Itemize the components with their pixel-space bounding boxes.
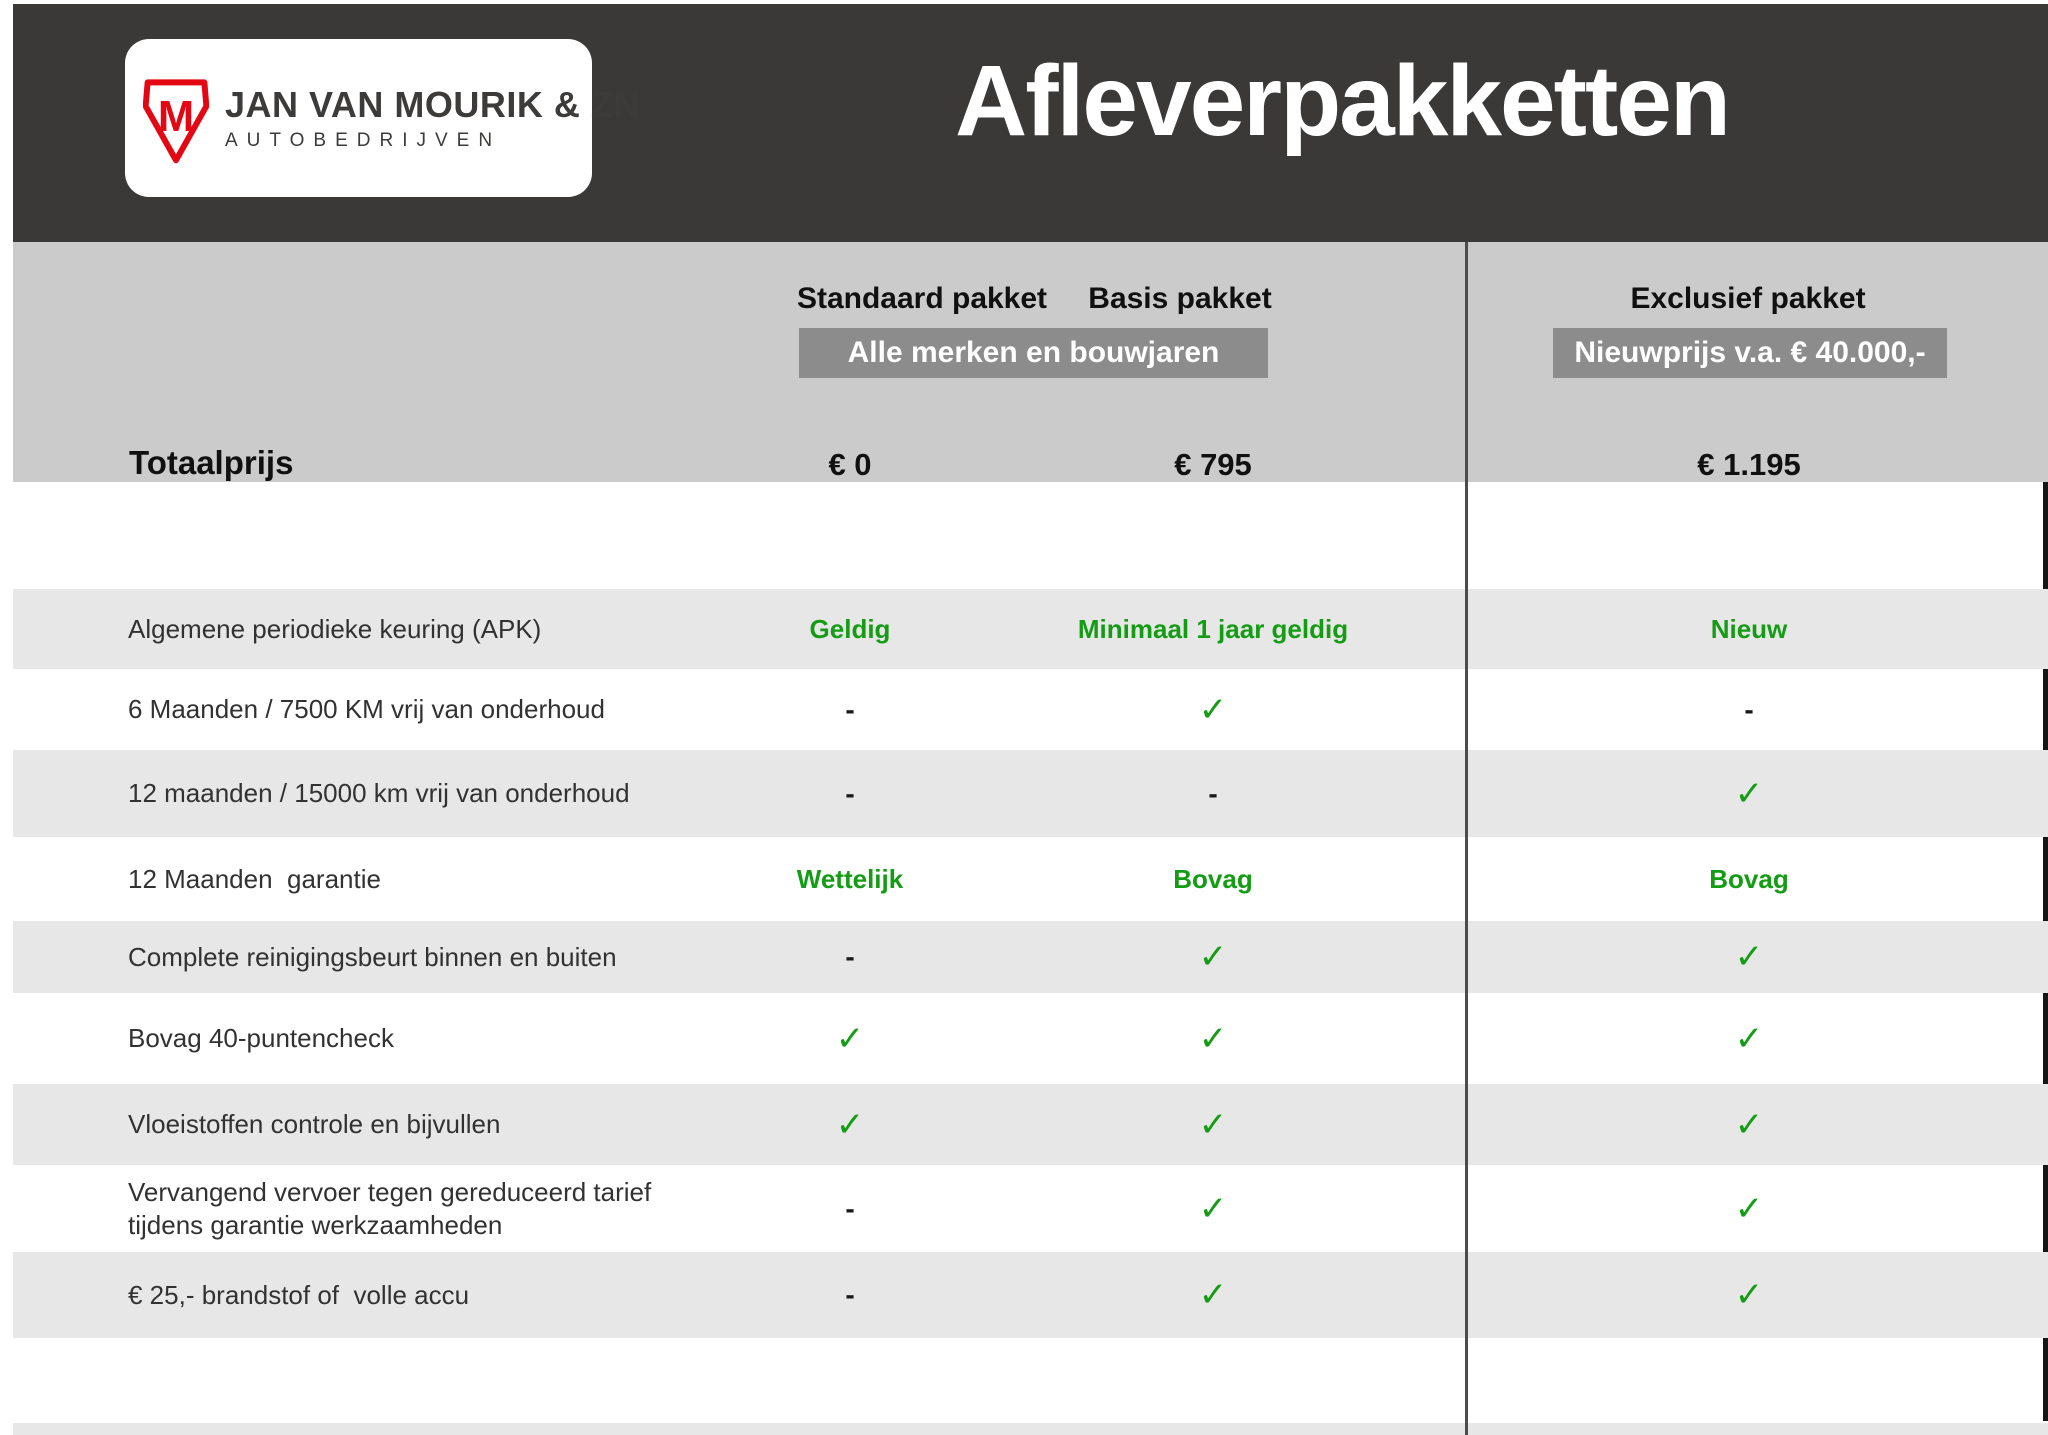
cell-standaard: - bbox=[845, 1279, 855, 1310]
table-row bbox=[13, 589, 2048, 669]
cell-exclusief: ✓ bbox=[1734, 774, 1764, 813]
cell-basis: Minimaal 1 jaar geldig bbox=[1077, 613, 1349, 644]
bottom-strip bbox=[13, 1423, 2048, 1435]
shield-logo-icon bbox=[143, 74, 209, 168]
table-row bbox=[13, 1165, 2048, 1252]
feature-label: Algemene periodieke keuring (APK) bbox=[128, 613, 542, 644]
brand-subtitle: AUTOBEDRIJVEN bbox=[225, 130, 502, 151]
feature-label: € 25,- brandstof of volle accu bbox=[128, 1279, 470, 1310]
column-header-standaard: Standaard pakket bbox=[796, 282, 1048, 315]
cell-exclusief: ✓ bbox=[1734, 1105, 1764, 1144]
cell-basis: ✓ bbox=[1198, 1276, 1228, 1314]
feature-label: Vloeistoffen controle en bijvullen bbox=[128, 1109, 501, 1140]
feature-label: 6 Maanden / 7500 KM vrij van onderhoud bbox=[128, 694, 605, 725]
table-row bbox=[13, 1084, 2048, 1165]
table-row bbox=[13, 837, 2048, 921]
feature-label: Complete reinigingsbeurt binnen en buiten bbox=[128, 941, 617, 972]
cell-standaard: Geldig bbox=[809, 613, 891, 644]
column-header-exclusief: Exclusief pakket bbox=[1630, 282, 1866, 315]
column-header-basis: Basis pakket bbox=[1088, 282, 1272, 315]
cell-basis: - bbox=[1208, 777, 1218, 809]
cell-exclusief: ✓ bbox=[1734, 1189, 1764, 1228]
total-price-standaard: € 0 bbox=[828, 447, 872, 482]
feature-label: 12 Maanden garantie bbox=[128, 863, 381, 894]
table-header-band bbox=[13, 242, 2048, 482]
total-price-label: Totaalprijs bbox=[129, 444, 294, 481]
feature-label: Bovag 40-puntencheck bbox=[128, 1023, 394, 1054]
brand-logo-card bbox=[125, 39, 640, 197]
feature-table bbox=[13, 589, 2048, 1338]
cell-exclusief: - bbox=[1744, 693, 1754, 725]
cell-exclusief: Bovag bbox=[1709, 863, 1789, 894]
feature-label: Vervangend vervoer tegen gereduceerd tarief tijdens garantie werkzaamheden bbox=[128, 1177, 659, 1240]
cell-exclusief: ✓ bbox=[1734, 1019, 1764, 1058]
cell-exclusief: ✓ bbox=[1734, 1276, 1764, 1314]
cell-standaard: ✓ bbox=[835, 1019, 865, 1058]
total-price-exclusief: € 1.195 bbox=[1697, 447, 1801, 482]
cell-exclusief: ✓ bbox=[1734, 938, 1764, 976]
cell-standaard: ✓ bbox=[835, 1105, 865, 1144]
table-row bbox=[13, 921, 2048, 993]
page-title: Afleverpakketten bbox=[955, 45, 1729, 157]
cell-standaard: - bbox=[845, 777, 855, 809]
table-row bbox=[13, 669, 2048, 750]
cell-standaard: - bbox=[845, 1192, 855, 1224]
cell-basis: ✓ bbox=[1198, 938, 1228, 976]
brand-name: JAN VAN MOURIK & ZN bbox=[225, 84, 640, 125]
cell-basis: ✓ bbox=[1198, 1105, 1228, 1144]
badge-new-price: Nieuwprijs v.a. € 40.000,- bbox=[1553, 328, 1947, 378]
cell-standaard: - bbox=[845, 693, 855, 725]
cell-basis: ✓ bbox=[1198, 690, 1228, 729]
brand-text bbox=[225, 84, 640, 152]
cell-basis: Bovag bbox=[1173, 863, 1253, 894]
cell-standaard: - bbox=[845, 941, 855, 972]
feature-label: 12 maanden / 15000 km vrij van onderhoud bbox=[128, 778, 630, 809]
column-divider-line bbox=[1465, 242, 1468, 1435]
badge-all-brands: Alle merken en bouwjaren bbox=[799, 328, 1268, 378]
cell-standaard: Wettelijk bbox=[796, 863, 904, 894]
table-row bbox=[13, 1252, 2048, 1338]
cell-exclusief: Nieuw bbox=[1710, 613, 1788, 644]
cell-basis: ✓ bbox=[1198, 1189, 1228, 1228]
shield-monogram: M bbox=[157, 93, 195, 142]
total-price-basis: € 795 bbox=[1174, 447, 1252, 482]
table-row bbox=[13, 993, 2048, 1084]
cell-basis: ✓ bbox=[1198, 1019, 1228, 1058]
table-row bbox=[13, 750, 2048, 837]
